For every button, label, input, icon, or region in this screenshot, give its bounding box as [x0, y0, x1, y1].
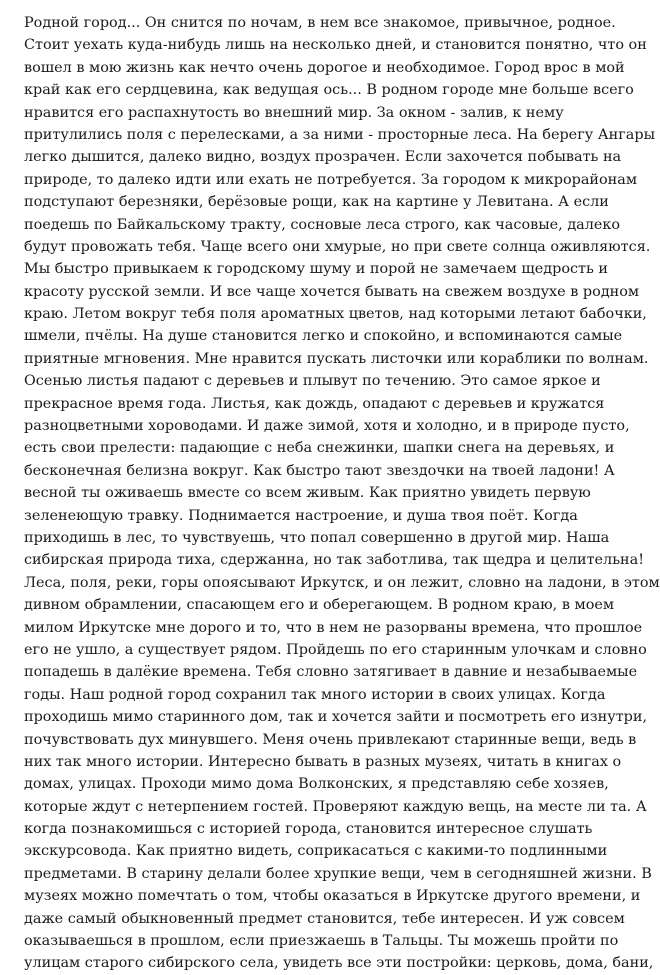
- text-line: Родной город... Он снится по ночам, в нем все знакомое, привычное, родное.: [24, 15, 616, 31]
- text-line: бесконечная белизна вокруг. Как быстро тают звездочки на твоей ладони! А: [24, 462, 615, 479]
- text-line: красоту русской земли. И все чаще хочется бывать на свежем воздухе в родном: [24, 283, 640, 300]
- text-line: есть свои прелести: падающие с неба снежинки, шапки снега на деревьях, и: [24, 440, 615, 457]
- text-line: даже самый обыкновенный предмет становится, тебе интересен. И уж совсем: [24, 910, 625, 927]
- text-line: поедешь по Байкальскому тракту, сосновые леса строго, как часовые, далеко: [24, 216, 621, 233]
- text-line: когда познакомишься с историей города, становится интересное слушать: [24, 821, 593, 838]
- text-line: проходишь мимо старинного дом, так и хочется зайти и посмотреть его изнутри,: [24, 709, 648, 726]
- text-line: разноцветными хороводами. И даже зимой, хотя и холодно, и в природе пусто,: [24, 418, 630, 435]
- text-line: край как его сердцевина, как ведущая ось... В родном городе мне больше всего: [24, 82, 634, 99]
- text-line: сибирская природа тиха, сдержанна, но так заботлива, так щедра и целительна!: [24, 552, 644, 569]
- text-line: почувствовать дух минувшего. Меня очень привлекают старинные вещи, ведь в: [24, 731, 637, 748]
- text-line: них так много истории. Интересно бывать в разных музеях, читать в книгах о: [24, 753, 622, 770]
- text-line: будут провожать тебя. Чаще всего они хмурые, но при свете солнца оживляются.: [24, 238, 651, 255]
- text-line: экскурсовода. Как приятно видеть, соприкасаться с какими-то подлинными: [24, 843, 608, 860]
- text-line: дивном обрамлении, спасающем его и оберегающем. В родном краю, в моем: [24, 597, 615, 614]
- text-line: подступают березняки, берёзовые рощи, как на картине у Левитана. А если: [24, 194, 609, 211]
- text-line: Осенью листья падают с деревьев и плывут по течению. Это самое яркое и: [24, 373, 601, 390]
- text-line: Леса, поля, реки, горы опоясывают Иркутск, и он лежит, словно на ладони, в этом: [24, 574, 660, 591]
- text-line: которые ждут с нетерпением гостей. Проверяют каждую вещь, на месте ли та. А: [24, 798, 647, 815]
- text-line: легко дышится, далеко видно, воздух прозрачен. Если захочется побывать на: [24, 149, 622, 166]
- text-line: краю. Летом вокруг тебя поля ароматных цветов, над которыми летают бабочки,: [24, 306, 647, 323]
- text-line: Стоит уехать куда-нибудь лишь на несколько дней, и становится понятно, что он: [24, 37, 647, 54]
- text-line: предметами. В старину делали более хрупкие вещи, чем в сегодняшней жизни. В: [24, 865, 652, 882]
- text-line: шмели, пчёлы. На душе становится легко и спокойно, и вспоминаются самые: [24, 328, 623, 345]
- text-line: прекрасное время года. Листья, как дождь, опадают с деревьев и кружатся: [24, 395, 605, 412]
- text-line: Мы быстро привыкаем к городскому шуму и порой не замечаем щедрость и: [24, 261, 609, 278]
- essay-text: [24, 12, 660, 975]
- text-line: домах, улицах. Проходи мимо дома Волконских, я представляю себе хозяев,: [24, 776, 609, 793]
- text-line: приятные мгновения. Мне нравится пускать листочки или кораблики по волнам.: [24, 350, 649, 367]
- text-line: милом Иркутске мне дорого и то, что в нем не разорваны времена, что прошлое: [24, 619, 643, 636]
- text-line: приходишь в лес, то чувствуешь, что попал совершенно в другой мир. Наша: [24, 529, 610, 546]
- text-line: его не ушло, а существует рядом. Пройдешь по его старинным улочкам и словно: [24, 641, 647, 658]
- text-line: оказываешься в прошлом, если приезжаешь в Тальцы. Ты можешь пройти по: [24, 933, 619, 950]
- text-line: весной ты оживаешь вместе со всем живым. Как приятно увидеть первую: [24, 485, 591, 502]
- text-line: вошел в мою жизнь как нечто очень дорогое и необходимое. Город врос в мой: [24, 59, 625, 76]
- text-line: нравится его распахнутость во внешний мир. За окном - залив, к нему: [24, 104, 564, 121]
- text-line: притулились поля с перелесками, а за ними - просторные леса. На берегу Ангары: [24, 126, 656, 143]
- text-line: попадешь в далёкие времена. Тебя словно затягивает в давние и незабываемые: [24, 664, 638, 681]
- text-line: природе, то далеко идти или ехать не потребуется. За городом к микрорайонам: [24, 171, 638, 188]
- text-line: музеях можно помечтать о том, чтобы оказаться в Иркутске другого времени, и: [24, 888, 641, 905]
- text-line: годы. Наш родной город сохранил так много истории в своих улицах. Когда: [24, 686, 606, 703]
- text-line: улицам старого сибирского села, увидеть все эти постройки: церковь, дома, бани,: [24, 955, 654, 972]
- text-line: зеленеющую травку. Поднимается настроение, и душа твоя поёт. Когда: [24, 507, 578, 524]
